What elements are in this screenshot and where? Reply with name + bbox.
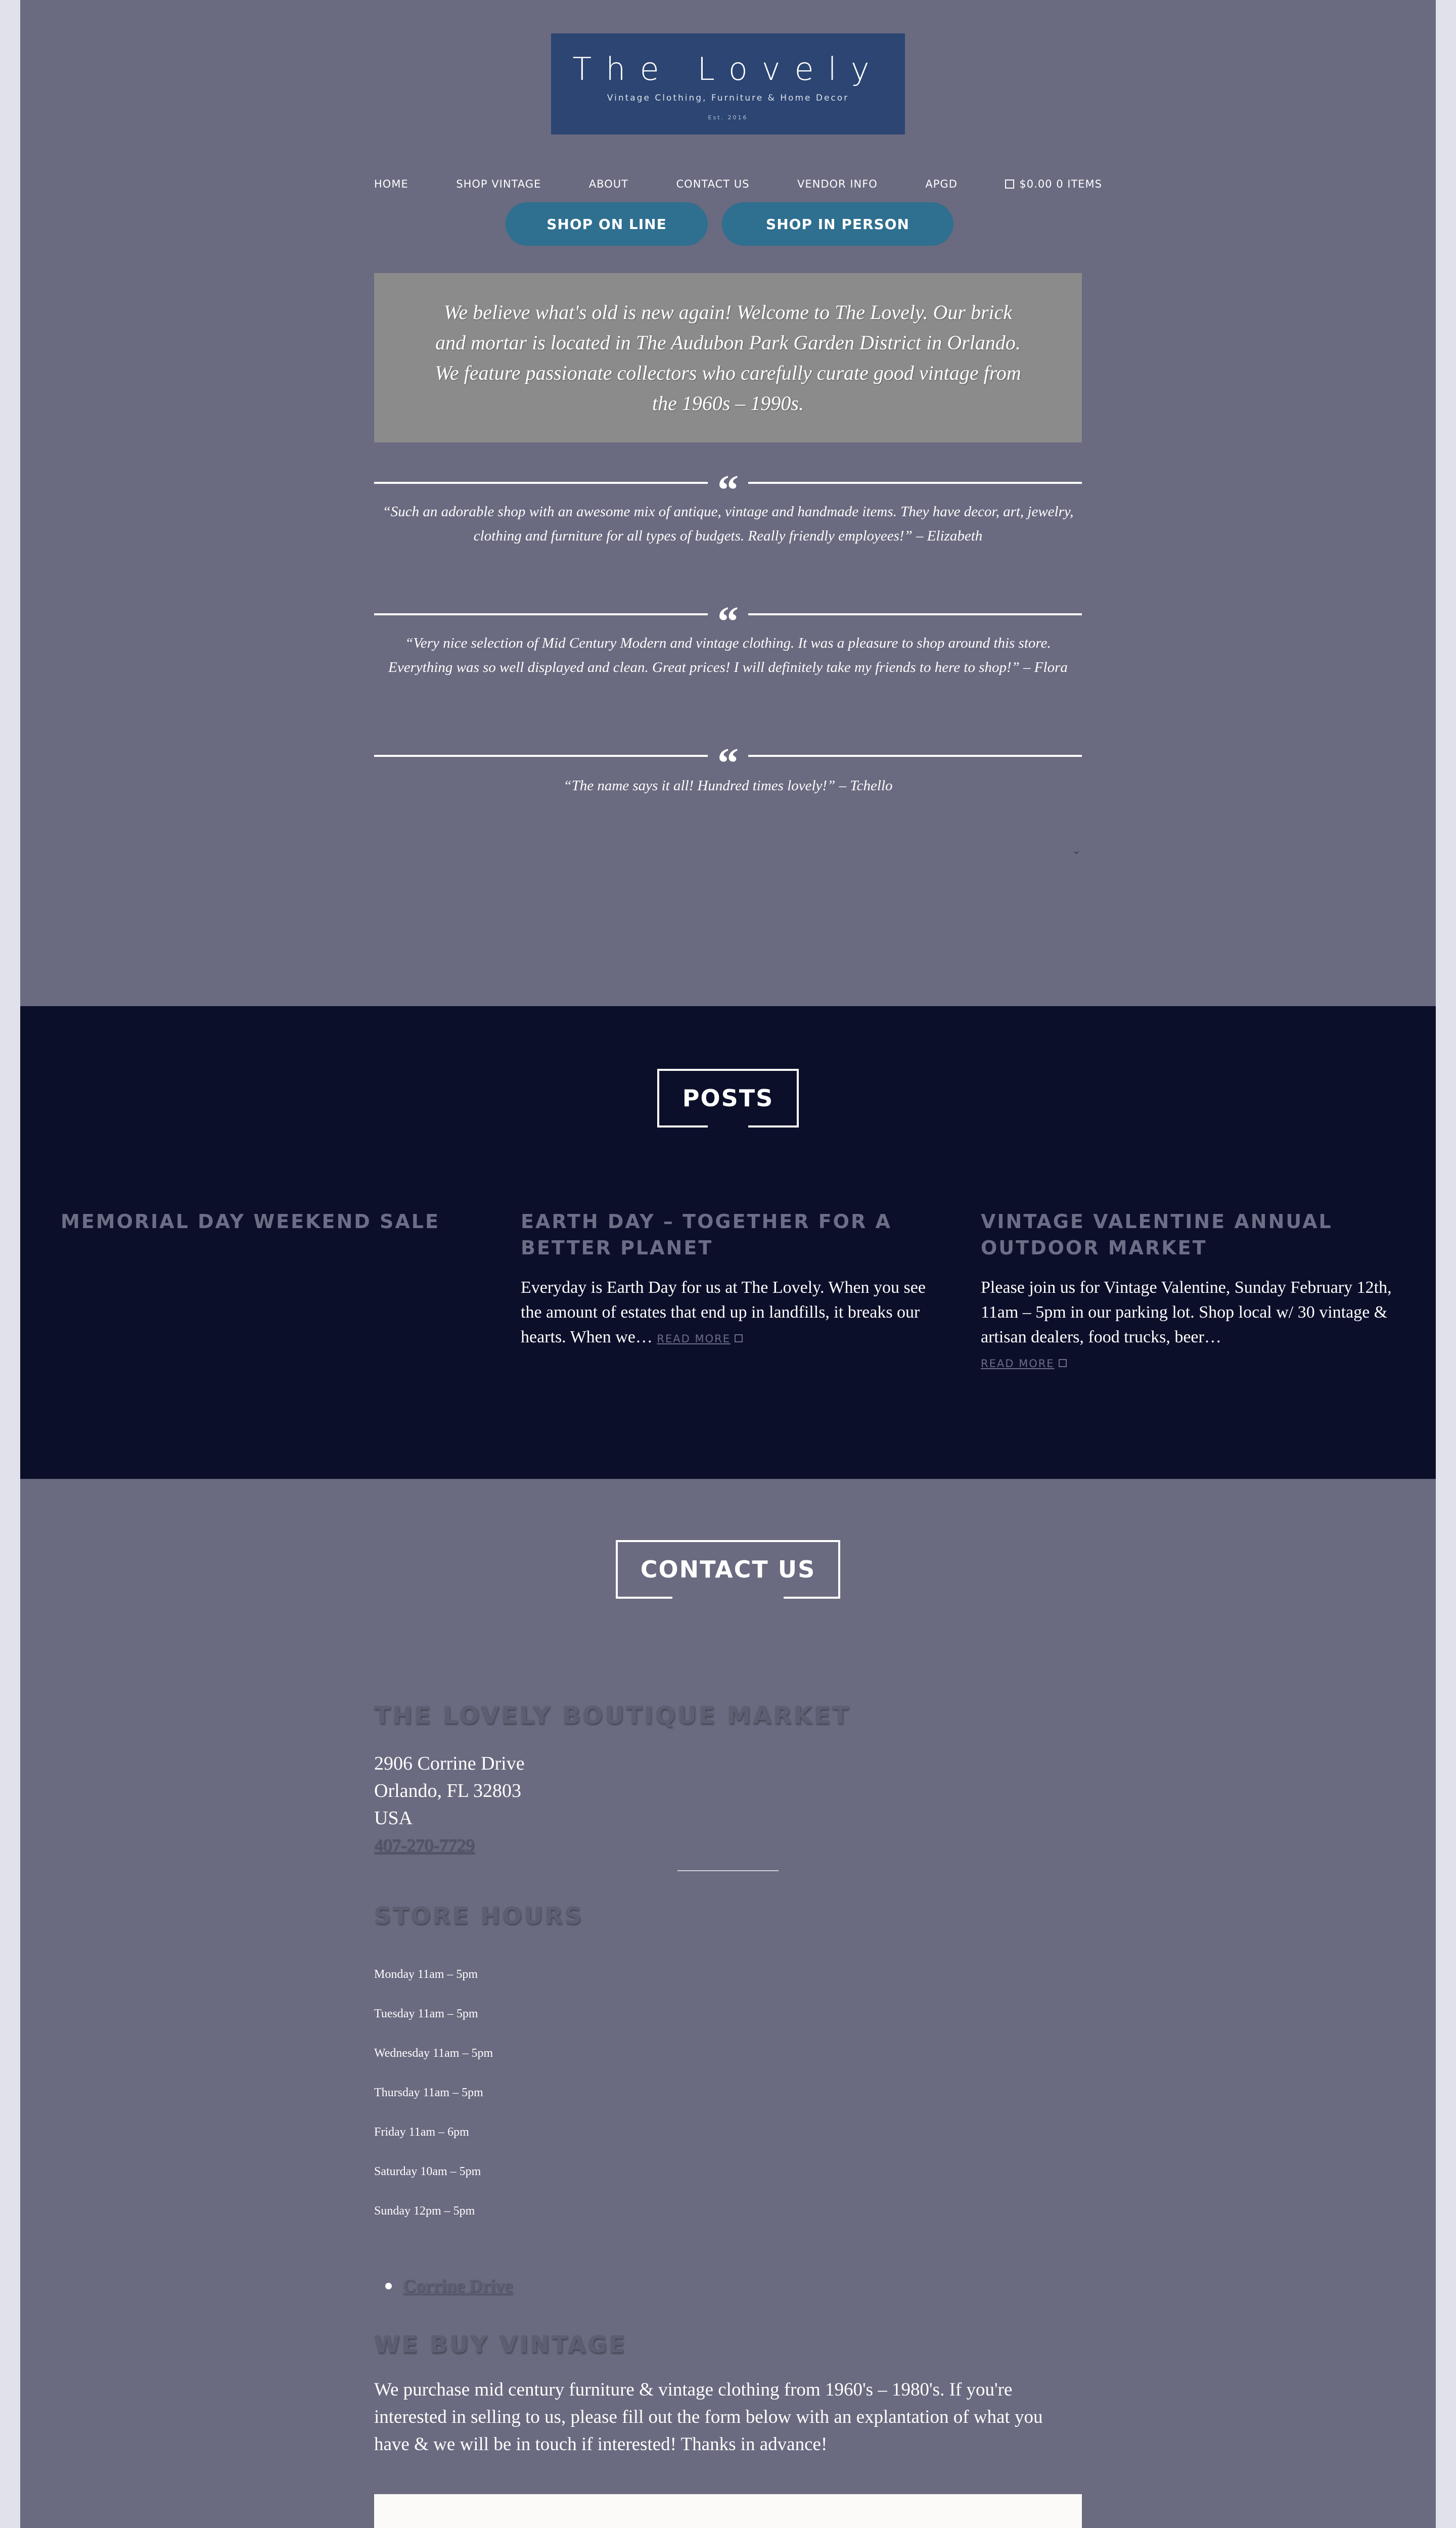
- buy-text: We purchase mid century furniture & vintage clothing from 1960's – 1980's. If you're interested in selling to us, please fill out the form below with an explantation of what you have & we will be in touch if interested! Thanks in advance!: [374, 2379, 1043, 2455]
- post-item: [981, 1208, 1400, 1376]
- hours-line: Thursday 11am – 5pm: [374, 2086, 483, 2099]
- page: [20, 0, 1436, 2528]
- quote-icon: “: [708, 470, 748, 501]
- post-excerpt: [981, 1275, 1400, 1376]
- hours-line: Friday 11am – 6pm: [374, 2126, 469, 2139]
- logo-est: Est. 2016: [708, 114, 748, 121]
- hours-line: Sunday 12pm – 5pm: [374, 2204, 475, 2218]
- address-line: USA: [374, 1808, 413, 1829]
- bullet-icon: [385, 2283, 392, 2289]
- post-title-link[interactable]: MEMORIAL DAY WEEKEND SALE: [61, 1210, 440, 1233]
- nav-home[interactable]: HOME: [374, 178, 408, 190]
- hours-line: Saturday 10am – 5pm: [374, 2165, 481, 2178]
- read-more-link[interactable]: [657, 1333, 743, 1345]
- chevron-down-icon[interactable]: ⌄: [1072, 844, 1081, 857]
- nav-apgd[interactable]: APGD: [925, 178, 958, 190]
- hours-line: Wednesday 11am – 5pm: [374, 2047, 493, 2060]
- testimonial-text: “The name says it all! Hundred times lovely!” – Tchello: [563, 778, 893, 794]
- address-line: Orlando, FL 32803: [374, 1780, 521, 1801]
- map-link[interactable]: Corrine Drive: [403, 2276, 513, 2296]
- hours-line: Tuesday 11am – 5pm: [374, 2007, 478, 2020]
- read-more-icon: [1059, 1359, 1067, 1367]
- testimonial: [374, 467, 1082, 581]
- post-title-link[interactable]: EARTH DAY – TOGETHER FOR A BETTER PLANET: [521, 1210, 892, 1259]
- post-excerpt-text: Please join us for Vintage Valentine, Sunday February 12th, 11am – 5pm in our parking lot. Shop local w/ 30 vintage & artisan dealers, food trucks, beer…: [981, 1278, 1392, 1346]
- main-nav: [374, 174, 1102, 194]
- business-name: THE LOVELY BOUTIQUE MARKET: [374, 1702, 851, 1730]
- nav-about[interactable]: ABOUT: [588, 178, 628, 190]
- welcome-box: [374, 273, 1082, 442]
- shop-online-button[interactable]: SHOP ON LINE: [506, 202, 708, 246]
- post-excerpt-text: Everyday is Earth Day for us at The Lovely. When you see the amount of estates that end up in landfills, it breaks our hearts. When we…: [521, 1278, 926, 1346]
- hours-title: STORE HOURS: [374, 1902, 583, 1929]
- testimonial-text: “Such an adorable shop with an awesome mix of antique, vintage and handmade items. They have decor, art, jewelry, clothing and furniture for all types of budgets. Really friendly employees!” – Elizabeth: [382, 504, 1074, 544]
- posts-section: [20, 1006, 1436, 1479]
- read-more-label: READ MORE: [981, 1358, 1055, 1370]
- map-list-item: [385, 2275, 513, 2296]
- post-excerpt: [521, 1275, 940, 1351]
- posts-title-text: POSTS: [682, 1085, 774, 1112]
- testimonial: [374, 740, 1082, 804]
- divider: [677, 1870, 779, 1871]
- read-more-icon: [735, 1334, 743, 1342]
- title-gap: [708, 1124, 748, 1128]
- phone-link[interactable]: 407-270-7729: [374, 1835, 475, 1855]
- testimonial-text: “Very nice selection of Mid Century Modern and vintage clothing. It was a pleasure to shop around this store. Everything was so well displayed and clean. Great prices! I will definitely take my friends to here to shop!” – Flora: [388, 635, 1068, 675]
- cart-link[interactable]: [1005, 178, 1102, 190]
- read-more-label: READ MORE: [657, 1333, 731, 1345]
- logo-subtitle: Vintage Clothing, Furniture & Home Decor: [607, 93, 849, 103]
- nav-contact-us[interactable]: CONTACT US: [676, 178, 750, 190]
- title-gap: [672, 1596, 784, 1600]
- cart-label: $0.00 0 ITEMS: [1019, 178, 1102, 190]
- site-logo[interactable]: [551, 33, 905, 134]
- logo-title: The Lovely: [572, 51, 884, 87]
- contact-title-text: CONTACT US: [640, 1556, 816, 1583]
- hours-line: Monday 11am – 5pm: [374, 1968, 478, 1981]
- buy-title: WE BUY VINTAGE: [374, 2331, 627, 2358]
- post-item: [61, 1208, 480, 1235]
- nav-vendor-info[interactable]: VENDOR INFO: [797, 178, 878, 190]
- contact-form: [374, 2494, 1082, 2528]
- post-item: [521, 1208, 940, 1351]
- quote-icon: “: [708, 602, 748, 632]
- testimonial: [374, 598, 1082, 713]
- contact-title: [616, 1540, 840, 1599]
- post-title-link[interactable]: VINTAGE VALENTINE ANNUAL OUTDOOR MARKET: [981, 1210, 1333, 1259]
- welcome-text: We believe what's old is new again! Welcome to The Lovely. Our brick and mortar is located in The Audubon Park Garden District in Orlando. We feature passionate collectors who carefully curate good vintage from the 1960s – 1990s.: [435, 300, 1021, 415]
- read-more-link[interactable]: [981, 1358, 1067, 1370]
- address-line: 2906 Corrine Drive: [374, 1753, 525, 1774]
- quote-icon: “: [708, 743, 748, 774]
- nav-shop-vintage[interactable]: SHOP VINTAGE: [456, 178, 541, 190]
- posts-title: [657, 1069, 799, 1127]
- cart-icon: [1005, 179, 1014, 189]
- shop-in-person-button[interactable]: SHOP IN PERSON: [722, 202, 953, 246]
